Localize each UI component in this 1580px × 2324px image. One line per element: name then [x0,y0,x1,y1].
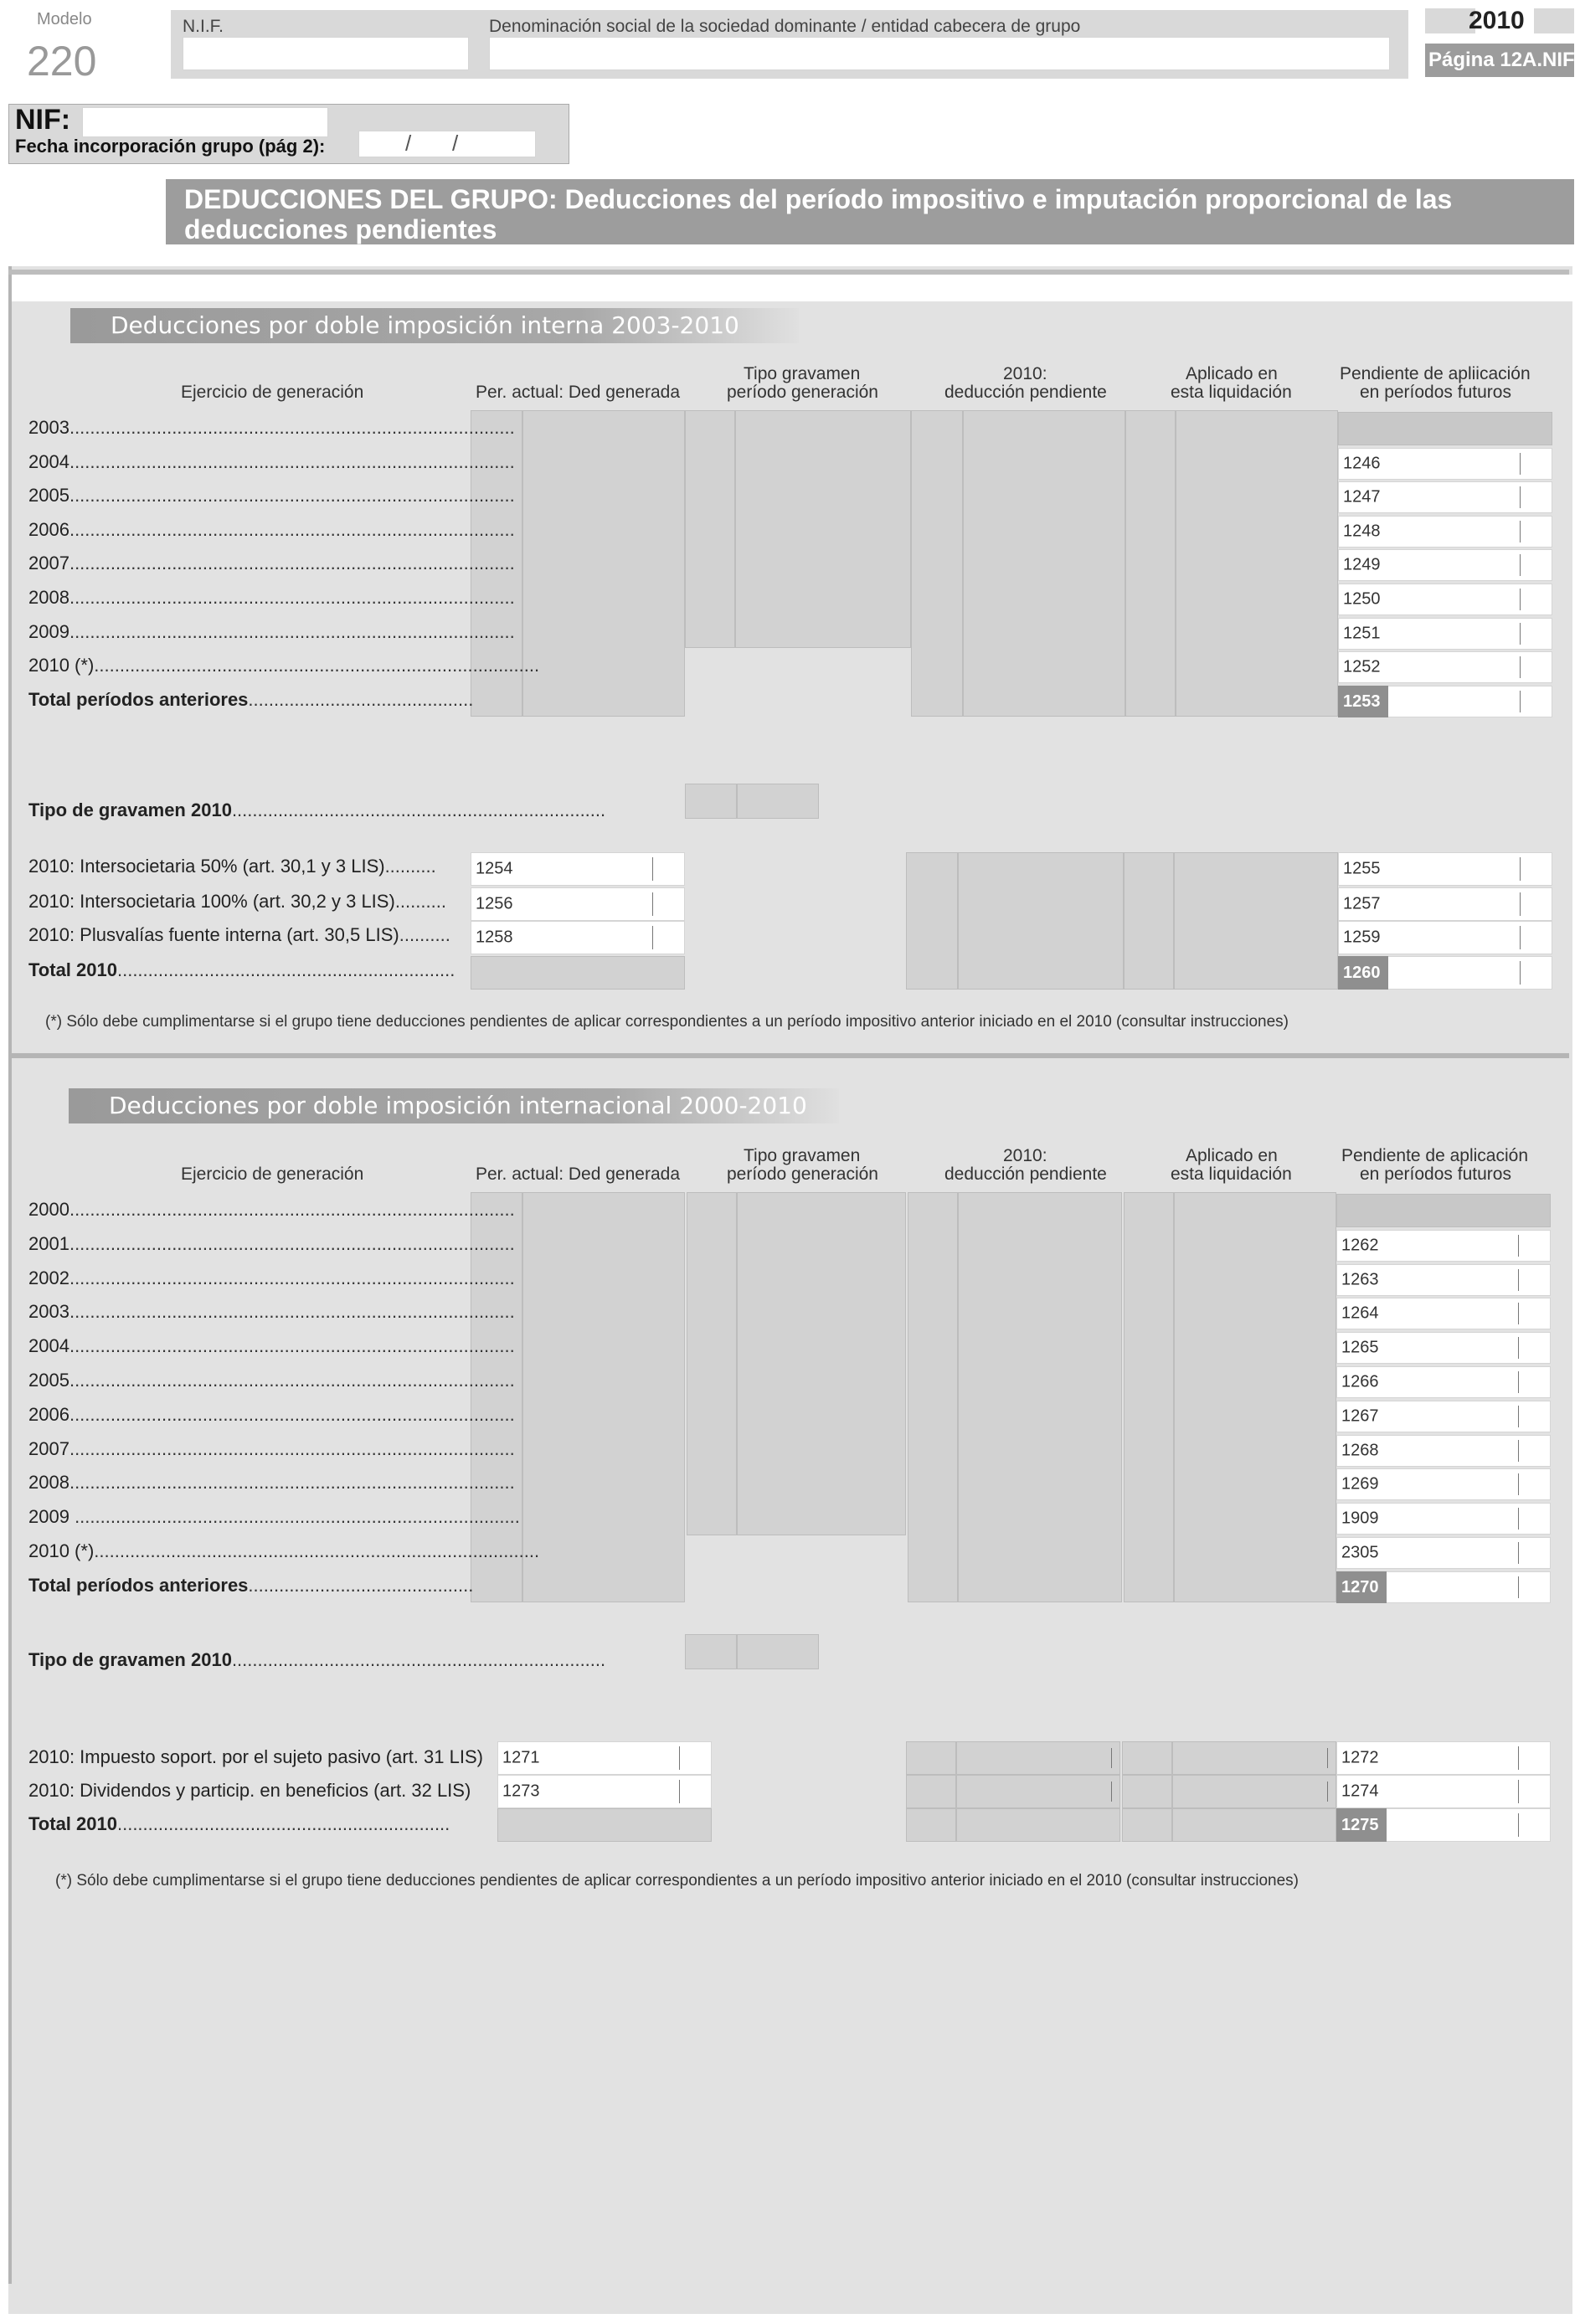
s1-2010-mid-b [958,852,1124,990]
s2-tipo-gravamen-a[interactable] [685,1634,737,1669]
ded-generada-field-1258[interactable] [471,921,685,954]
pendiente-field-1246[interactable] [1338,448,1552,480]
col-per-actual: Per. actual: Ded generada [476,383,681,402]
pendiente-field-1272[interactable] [1336,1741,1551,1775]
table-row-label: 2009 ....................................................................................... [28,1506,520,1527]
pendiente-field-1255-code: 1255 [1343,859,1381,878]
table-row-label: 2010: Impuesto soport. por el sujeto pasivo (art. 31 LIS) [28,1746,483,1767]
s1-note: (*) Sólo debe cumplimentarse si el grupo tiene deducciones pendientes de aplicar correspondientes a un período impositivo anterior iniciado en el 2010 (consultar instrucciones) [45,1013,1289,1031]
section1-title: Deducciones por doble imposición interna 2003-2010 [70,308,799,343]
nif-big-label: NIF: [15,104,71,136]
s2-2010-mid-cell [906,1741,956,1775]
pendiente-field-1275[interactable] [1336,1808,1551,1842]
col2-aplicado-1: Aplicado en [1186,1146,1278,1165]
pendiente-field-1248-code: 1248 [1343,522,1381,541]
s2-aplicado-b [1174,1192,1336,1602]
pendiente-field-1264-code: 1264 [1341,1303,1379,1323]
col-ejercicio: Ejercicio de generación [181,383,364,402]
col-pendiente-2: en períodos futuros [1360,383,1511,402]
s2-2010-mid-cell [1122,1808,1172,1842]
table-row-label: 2005....................................................................................... [28,1370,515,1391]
table-row-label: 2003....................................................................................... [28,1301,515,1322]
s1-pendiente-header [1338,412,1552,445]
s2-tipo-gravamen-label: Tipo de gravamen 2010......................................................................... [28,1649,606,1670]
s2-2010-mid-cell [906,1775,956,1808]
pendiente-field-1909[interactable] [1336,1503,1551,1535]
col2-tipo-2: período generación [727,1165,878,1184]
col2-pendiente-2: en períodos futuros [1360,1165,1511,1184]
col-aplicado-2: esta liquidación [1171,383,1292,402]
pendiente-field-1270-code: 1270 [1336,1571,1387,1603]
s2-tipo-a [687,1192,737,1535]
fecha-label: Fecha incorporación grupo (pág 2): [15,136,326,157]
s2-2010-mid-cell [906,1808,956,1842]
ded-generada-field-1273[interactable] [497,1775,712,1808]
ded-generada-total [497,1808,712,1842]
s1-2010-mid-c [1124,852,1174,990]
pendiente-field-1260[interactable] [1338,956,1552,990]
ded-generada-total [471,956,685,990]
table-row-label: 2004....................................................................................... [28,451,515,472]
s1-ded-b [963,410,1125,717]
s2-2010-mid-cell [956,1741,1120,1775]
pendiente-field-1252-code: 1252 [1343,657,1381,676]
s2-pendiente-header [1336,1194,1551,1227]
table-row-label: Total períodos anteriores............................................ [28,1575,474,1596]
pendiente-field-1249-code: 1249 [1343,555,1381,574]
pendiente-field-1266[interactable] [1336,1366,1551,1398]
col-pendiente-1: Pendiente de apliicación [1340,364,1531,383]
table-row-label: 2006....................................................................................... [28,519,515,540]
col-ded-2: deducción pendiente [944,383,1107,402]
title-line-1: DEDUCCIONES DEL GRUPO: Deducciones del período impositivo e imputación proporcional de las [184,184,1453,214]
denominacion-label: Denominación social de la sociedad dominante / entidad cabecera de grupo [489,17,1081,36]
col-tipo-1: Tipo gravamen [744,364,861,383]
pendiente-field-1252[interactable] [1338,651,1552,683]
pendiente-field-1274-code: 1274 [1341,1782,1379,1801]
table-row-label: 2010 (*)....................................................................................... [28,655,540,676]
ded-generada-field-1254-code: 1254 [476,859,513,878]
pendiente-field-1246-code: 1246 [1343,454,1381,473]
col2-ded-1: 2010: [1003,1146,1047,1165]
table-row-label: 2001....................................................................................... [28,1233,515,1254]
pendiente-field-1270[interactable] [1336,1571,1551,1603]
pendiente-field-1272-code: 1272 [1341,1748,1379,1767]
pendiente-field-1265[interactable] [1336,1332,1551,1364]
col2-tipo-1: Tipo gravamen [744,1146,861,1165]
ded-generada-field-1271[interactable] [497,1741,712,1775]
pendiente-field-1247-code: 1247 [1343,487,1381,506]
pendiente-field-1255[interactable] [1338,852,1552,886]
pendiente-field-1247[interactable] [1338,481,1552,513]
s1-tipo-gravamen-label: Tipo de gravamen 2010......................................................................... [28,800,606,820]
divider-mid [12,1053,1569,1058]
year: 2010 [1469,7,1525,34]
pendiente-field-1264[interactable] [1336,1298,1551,1329]
ded-generada-field-1258-code: 1258 [476,928,513,947]
denominacion-field[interactable] [489,37,1390,70]
pendiente-field-1265-code: 1265 [1341,1338,1379,1357]
pendiente-field-1275-code: 1275 [1336,1808,1387,1842]
table-row-label: 2010 (*)....................................................................................... [28,1540,540,1561]
s1-tipo-gravamen-a[interactable] [685,784,737,819]
s1-2010-mid-a [906,852,958,990]
s2-2010-mid-cell [956,1808,1120,1842]
ded-generada-field-1256-code: 1256 [476,894,513,913]
ded-generada-field-1254[interactable] [471,852,685,886]
pendiente-field-2305[interactable] [1336,1537,1551,1569]
s2-note: (*) Sólo debe cumplimentarse si el grupo tiene deducciones pendientes de aplicar correspondientes a un período impositivo anterior iniciado en el 2010 (consultar instrucciones) [55,1872,1299,1890]
table-row-label: Total períodos anteriores............................................ [28,689,474,710]
col-tipo-2: período generación [727,383,878,402]
s2-tipo-b [737,1192,906,1535]
pendiente-field-1267[interactable] [1336,1401,1551,1432]
table-row-label: 2010: Intersocietaria 100% (art. 30,2 y 3 LIS).......... [28,891,446,912]
table-row-label: 2002....................................................................................... [28,1267,515,1288]
pendiente-field-1269[interactable] [1336,1468,1551,1500]
pendiente-field-1269-code: 1269 [1341,1474,1379,1494]
fecha-sep-1: / [405,131,412,156]
page-label: Página 12A.NIF [1428,49,1575,71]
pendiente-field-1909-code: 1909 [1341,1509,1379,1528]
s2-tipo-gravamen-b[interactable] [737,1634,819,1669]
pendiente-field-1262[interactable] [1336,1230,1551,1262]
s2-ded-b [958,1192,1122,1602]
s1-tipo-gravamen-b[interactable] [737,784,819,819]
modelo-number: 220 [27,38,97,85]
fecha-field[interactable] [358,131,536,157]
s1-tipo-a [685,410,735,648]
table-row-label: 2008....................................................................................... [28,587,515,608]
pendiente-field-1268-code: 1268 [1341,1441,1379,1460]
pendiente-field-1263-code: 1263 [1341,1270,1379,1289]
pendiente-field-1251[interactable] [1338,618,1552,650]
nif-field[interactable] [183,37,469,70]
table-row-label: 2008....................................................................................... [28,1472,515,1493]
pendiente-field-1268[interactable] [1336,1435,1551,1467]
table-row-label: 2000....................................................................................... [28,1199,515,1220]
col2-ded-2: deducción pendiente [944,1165,1107,1184]
pendiente-field-1249[interactable] [1338,549,1552,581]
table-row-label: 2003....................................................................................... [28,417,515,438]
s2-2010-mid-cell [1172,1741,1336,1775]
col2-ejercicio: Ejercicio de generación [181,1165,364,1184]
table-row-label: Total 2010................................................................. [28,1813,450,1834]
modelo-label: Modelo [37,10,92,28]
pendiente-field-1250-code: 1250 [1343,589,1381,609]
col2-per-actual: Per. actual: Ded generada [476,1165,681,1184]
table-row-label: 2010: Dividendos y particip. en beneficios (art. 32 LIS) [28,1780,471,1801]
nif-label: N.I.F. [183,17,224,36]
pendiente-field-1274[interactable] [1336,1775,1551,1808]
pendiente-field-1263[interactable] [1336,1264,1551,1296]
table-row-label: 2007....................................................................................... [28,553,515,573]
s1-2010-mid-d [1174,852,1338,990]
s1-per-actual-b [522,410,685,717]
pendiente-field-1260-code: 1260 [1338,956,1388,990]
table-row-label: 2006....................................................................................... [28,1404,515,1425]
s1-aplicado-b [1176,410,1338,717]
table-row-label: 2007....................................................................................... [28,1438,515,1459]
title-line-2: deducciones pendientes [184,214,497,244]
table-row-label: 2009....................................................................................... [28,621,515,642]
pendiente-field-1248[interactable] [1338,516,1552,548]
pendiente-field-1251-code: 1251 [1343,624,1381,643]
s2-2010-mid-cell [956,1775,1120,1808]
s2-2010-mid-cell [1172,1808,1336,1842]
ded-generada-field-1271-code: 1271 [502,1748,540,1767]
col2-aplicado-2: esta liquidación [1171,1165,1292,1184]
pendiente-field-1253[interactable] [1338,686,1552,717]
s2-per-actual-b [522,1192,685,1602]
col-ded-1: 2010: [1003,364,1047,383]
s2-2010-mid-cell [1122,1741,1172,1775]
pendiente-field-1257-code: 1257 [1343,894,1381,913]
table-row-label: 2010: Plusvalías fuente interna (art. 30,5 LIS).......... [28,924,450,945]
table-row-label: 2010: Intersocietaria 50% (art. 30,1 y 3 LIS).......... [28,856,436,877]
nif-big-field[interactable] [82,107,328,137]
ded-generada-field-1273-code: 1273 [502,1782,540,1801]
ded-generada-field-1256[interactable] [471,887,685,921]
s2-2010-mid-cell [1172,1775,1336,1808]
pendiente-field-1259-code: 1259 [1343,928,1381,947]
pendiente-field-1257[interactable] [1338,887,1552,921]
col2-pendiente-1: Pendiente de aplicación [1341,1146,1529,1165]
pendiente-field-2305-code: 2305 [1341,1543,1379,1562]
fecha-sep-2: / [452,131,459,156]
s1-aplicado-a [1125,410,1176,717]
pendiente-field-1253-code: 1253 [1338,686,1388,717]
table-row-label: 2004....................................................................................... [28,1335,515,1356]
pendiente-field-1259[interactable] [1338,921,1552,954]
s2-ded-a [908,1192,958,1602]
table-row-label: Total 2010.................................................................. [28,959,455,980]
table-row-label: 2005....................................................................................... [28,485,515,506]
section2-title: Deducciones por doble imposición internacional 2000-2010 [69,1088,839,1123]
s2-aplicado-a [1124,1192,1174,1602]
pendiente-field-1262-code: 1262 [1341,1236,1379,1255]
s2-2010-mid-cell [1122,1775,1172,1808]
pendiente-field-1250[interactable] [1338,584,1552,615]
s1-ded-a [911,410,963,717]
pendiente-field-1267-code: 1267 [1341,1406,1379,1426]
pendiente-field-1266-code: 1266 [1341,1372,1379,1391]
s1-tipo-b [735,410,911,648]
col-aplicado-1: Aplicado en [1186,364,1278,383]
